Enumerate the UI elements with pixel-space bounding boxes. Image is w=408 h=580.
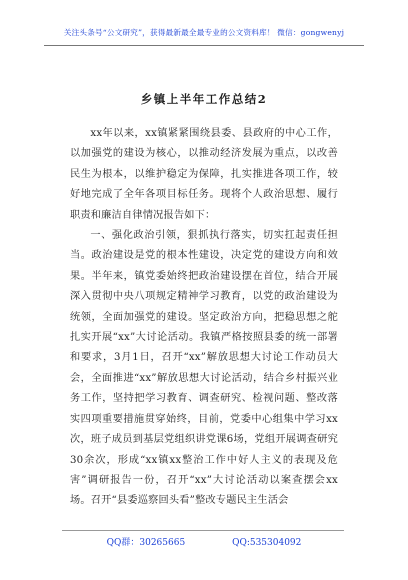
footer-qq-group: QQ群：30265665 xyxy=(106,538,186,548)
header-notice: 关注头条号“公文研究”，获得最新最全最专业的公文资料库！ 微信：gongwenyj xyxy=(63,28,345,37)
document-title: 乡镇上半年工作总结2 xyxy=(140,92,268,106)
footer-divider xyxy=(62,530,344,531)
footer-qq-contact: QQ:535304092 xyxy=(232,538,302,548)
header-divider xyxy=(44,45,364,46)
footer xyxy=(0,535,408,548)
document-body xyxy=(70,124,338,512)
body-paragraph-section-1: 一、强化政治引领，狠抓执行落实，切实扛起责任担当。政治建设是党的根本性建设，决定党的建设方向和效果。半年来，镇党委始终把政治建设摆在首位，结合开展深入贯彻中央八项规定精神学习教育，以党的政治建设为统领，全面加强党的建设。坚定政治方向，把稳思想之舵扎实开展“xx”大讨论活动。我镇严格按照县委的统一部署和要求，3月1日，召开“xx”解放思想大讨论工作动员大会，全面推进“xx”解放思想大讨论活动，结合乡村振兴业务工作，坚持把学习教育、调查研究、检视问题、整改落实四项重要措施贯穿始终，目前，党委中心组集中学习xx次，班子成员到基层党组织讲党课6场，党组开展调查研究30余次，形成“xx镇xx整治工作中好人主义的表现及危害”调研报告一份，召开“xx”大讨论活动以案查摆会xx场。召开“县委巡察回头看”整改专题民主生活会 xyxy=(70,230,338,507)
body-paragraph-intro: xx年以来，xx镇紧紧围绕县委、县政府的中心工作，以加强党的建设为核心，以推动经济发展为重点，以改善民生为根本，以维护稳定为保障，扎实推进各项工作，较好地完成了全年各项目标任务。现将个人政治思想、履行职责和廉洁自律情况报告如下： xyxy=(70,128,338,221)
